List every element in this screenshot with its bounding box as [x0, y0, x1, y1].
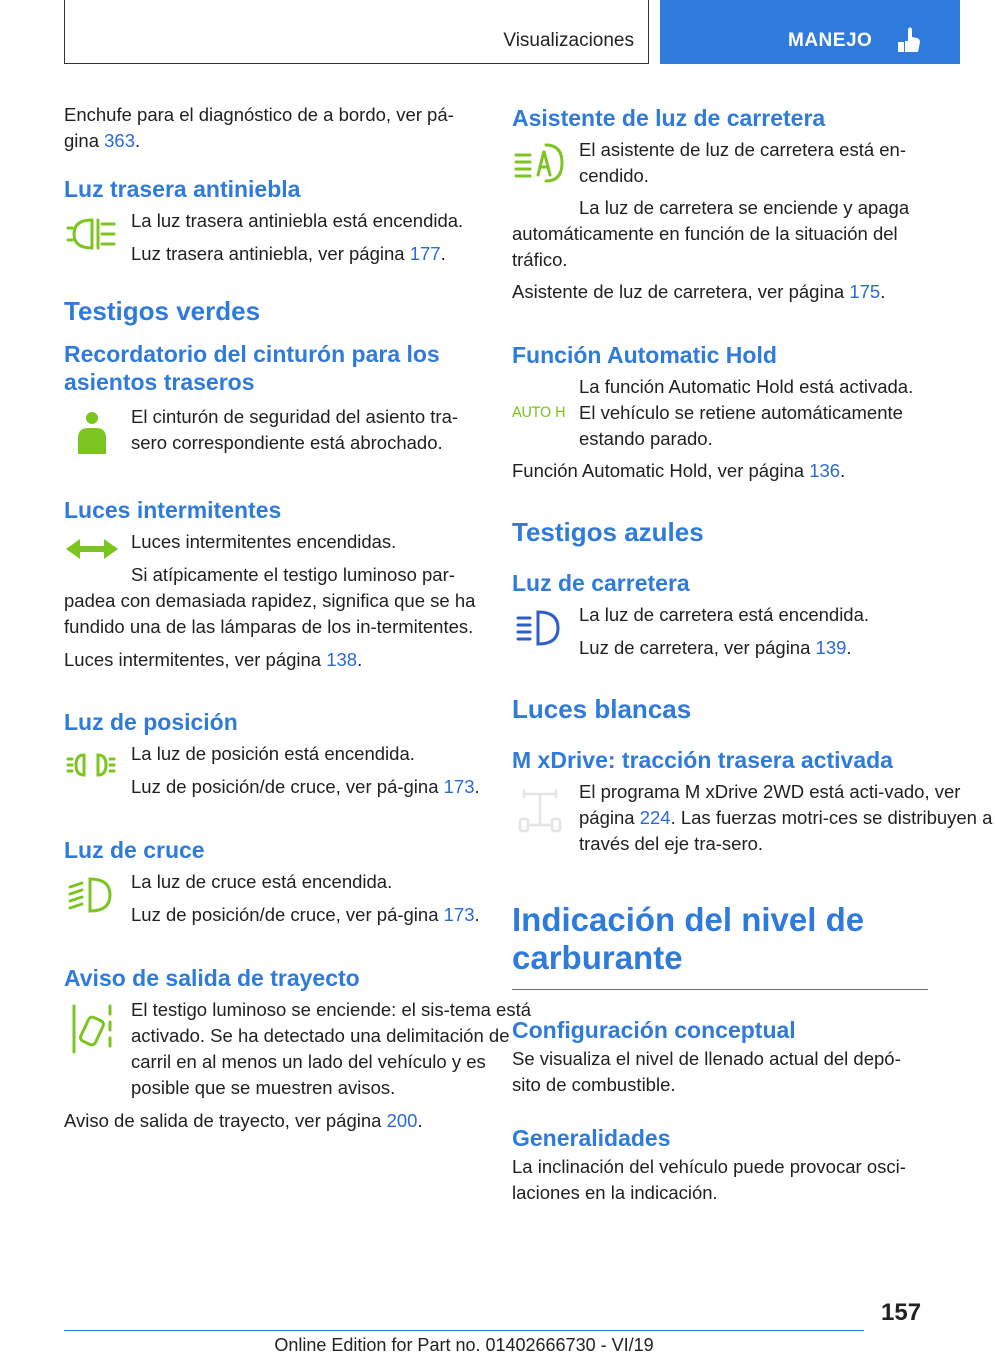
page-link[interactable]: 200 — [386, 1110, 418, 1131]
belt-entry — [64, 404, 480, 456]
header-tab-label: MANEJO — [788, 30, 873, 51]
position-ref: Luz de posición/de cruce, ver pá-gina 173. — [131, 776, 480, 797]
autohold-desc: La función Automatic Hold está activada. El vehículo se retiene automáticamente estando parado. — [579, 376, 914, 449]
highbeam-assist-ref: Asistente de luz de carretera, ver página 175. — [512, 281, 886, 302]
low-beam-entry — [64, 869, 480, 928]
header-section-title: Visualizaciones — [503, 30, 634, 51]
page-link[interactable]: 136 — [809, 460, 841, 481]
fuel-chapter-title: Indicación del nivel de carburante — [512, 901, 865, 976]
page-link[interactable]: 177 — [409, 243, 441, 264]
belt-title: Recordatorio del cinturón para los asientos traseros — [64, 341, 440, 395]
obd-intro-text: Enchufe para el diagnóstico de a bordo, ver pá-gina 363. — [64, 104, 454, 151]
xdrive-entry — [512, 779, 993, 857]
concept-title: Configuración conceptual — [512, 1017, 796, 1043]
rear-wheel-drive-icon — [512, 779, 568, 839]
right-column — [512, 96, 993, 1206]
turn-entry — [64, 529, 480, 673]
highbeam-assist-note: La luz de carretera se enciende y apaga automáticamente en función de la situación del tráfico. — [512, 197, 910, 270]
xdrive-title: M xDrive: tracción trasera activada — [512, 747, 893, 773]
green-indicators-title: Testigos verdes — [64, 296, 261, 326]
turn-signal-icon — [64, 529, 120, 585]
turn-ref: Luces intermitentes, ver página 138. — [64, 649, 363, 670]
low-beam-title: Luz de cruce — [64, 837, 205, 863]
lane-ref: Aviso de salida de trayecto, ver página 200. — [64, 1110, 423, 1131]
position-title: Luz de posición — [64, 709, 238, 735]
autohold-ref: Función Automatic Hold, ver página 136. — [512, 460, 846, 481]
turn-desc: Luces intermitentes encendidas. — [131, 531, 397, 552]
fog-ref: Luz trasera antiniebla, ver página 177. — [131, 243, 446, 264]
steering-hand-icon — [896, 26, 922, 54]
position-entry — [64, 741, 480, 800]
left-column — [64, 96, 532, 1134]
seat-belt-rear-icon — [64, 404, 120, 460]
highbeam-assist-desc: El asistente de luz de carretera está en-cendido. — [579, 139, 907, 186]
fog-title: Luz trasera antiniebla — [64, 176, 301, 202]
lane-desc: El testigo luminoso se enciende: el sis-tema está activado. Se ha detectado una delimitación de carril en al menos un lado del vehículo y es posible que se muestren avisos. — [131, 999, 532, 1098]
lane-entry — [64, 997, 532, 1134]
low-beam-ref: Luz de posición/de cruce, ver pá-gina 173. — [131, 904, 480, 925]
fog-desc: La luz trasera antiniebla está encendida. — [131, 210, 464, 231]
page-link[interactable]: 363 — [104, 130, 135, 151]
page-link[interactable]: 139 — [815, 637, 847, 658]
lane-departure-icon — [64, 997, 120, 1059]
position-desc: La luz de posición está encendida. — [131, 743, 415, 764]
page-link[interactable]: 173 — [443, 776, 475, 797]
concept-desc: Se visualiza el nivel de llenado actual del depó-sito de combustible. — [512, 1048, 901, 1095]
high-beam-assistant-icon — [512, 137, 568, 193]
highbeam-desc: La luz de carretera está encendida. — [579, 604, 870, 625]
highbeam-ref: Luz de carretera, ver página 139. — [579, 637, 852, 658]
fog-entry — [64, 208, 480, 267]
highbeam-assist-title: Asistente de luz de carretera — [512, 105, 826, 131]
page-number: 157 — [881, 1299, 922, 1326]
low-beam-icon — [64, 869, 120, 925]
highbeam-title: Luz de carretera — [512, 570, 690, 596]
footer-rule — [64, 1330, 864, 1331]
page-link[interactable]: 173 — [443, 904, 475, 925]
highbeam-assist-entry — [512, 137, 928, 305]
high-beam-icon — [512, 602, 568, 658]
white-indicators-title: Luces blancas — [512, 694, 692, 724]
highbeam-entry — [512, 602, 928, 661]
turn-title: Luces intermitentes — [64, 497, 282, 523]
auto-hold-icon: AUTO H — [512, 405, 566, 421]
position-light-icon — [64, 741, 120, 797]
rear-fog-light-icon — [64, 208, 120, 264]
low-beam-desc: La luz de cruce está encendida. — [131, 871, 393, 892]
chapter-rule — [512, 989, 928, 990]
general-desc: La inclinación del vehículo puede provocar osci-laciones en la indicación. — [512, 1156, 906, 1203]
page-link[interactable]: 175 — [849, 281, 881, 302]
header-section-box — [64, 0, 649, 64]
belt-desc: El cinturón de seguridad del asiento tra-sero correspondiente está abrochado. — [131, 406, 459, 453]
footer-edition: Online Edition for Part no. 01402666730 - VI/19 — [274, 1335, 654, 1355]
turn-note: Si atípicamente el testigo luminoso par-padea con demasiada rapidez, significa que se ha fundido una de las lámparas de los in-termitentes. — [64, 564, 476, 637]
blue-indicators-title: Testigos azules — [512, 517, 704, 547]
autohold-entry — [512, 374, 928, 484]
page-link[interactable]: 224 — [639, 807, 671, 828]
header-chapter-tab[interactable] — [660, 0, 960, 64]
autohold-title: Función Automatic Hold — [512, 342, 777, 368]
lane-title: Aviso de salida de trayecto — [64, 965, 360, 991]
xdrive-desc: El programa M xDrive 2WD está acti-vado, ver página 224. Las fuerzas motri-ces se distribuyen a través del eje tra-sero. — [579, 781, 993, 854]
page-link[interactable]: 138 — [326, 649, 358, 670]
general-title: Generalidades — [512, 1125, 671, 1151]
